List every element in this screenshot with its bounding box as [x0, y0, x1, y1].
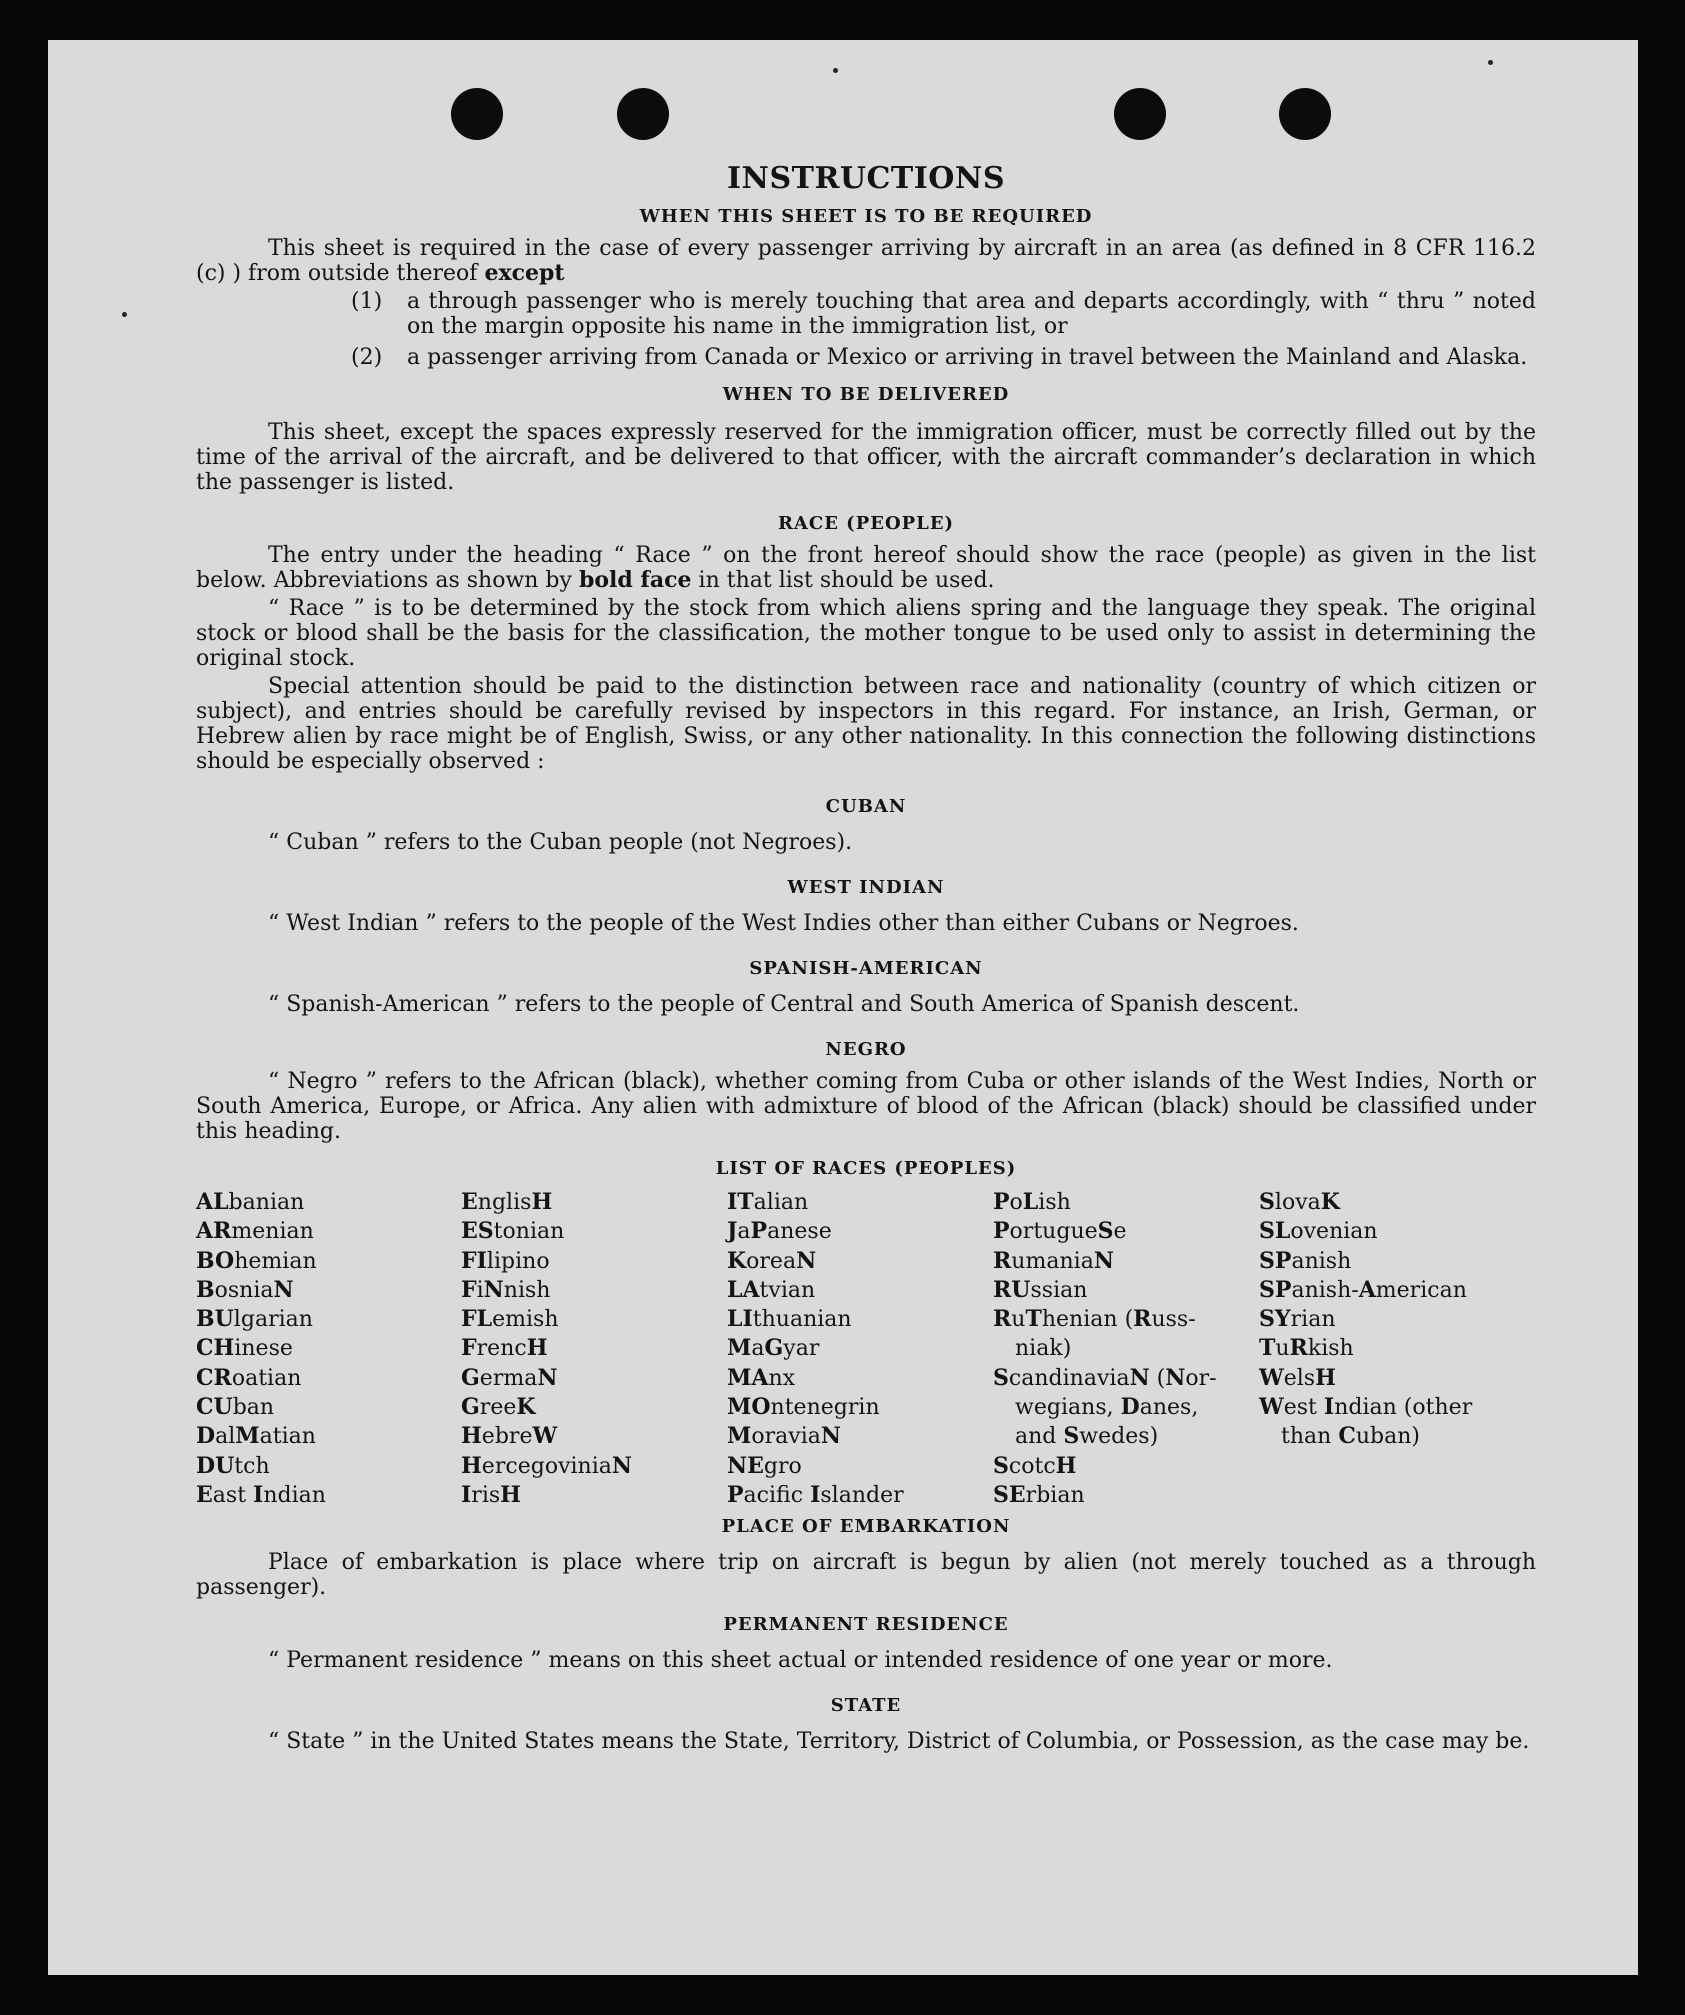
race-entry: LAtvian: [727, 1276, 816, 1303]
heading-west-indian: WEST INDIAN: [787, 877, 945, 898]
race-entry: HercegoviniaN: [461, 1452, 632, 1479]
punch-hole: [617, 88, 669, 140]
punch-hole: [1114, 88, 1166, 140]
race-entry: GermaN: [461, 1364, 558, 1391]
race-entry-continued: and Swedes): [1015, 1423, 1159, 1450]
speck: [1488, 60, 1493, 65]
race-paragraph-1: The entry under the heading “ Race ” on the front hereof should show the race (people) as given in the list below. Abbreviations as shown by bold face in that list should be used.: [196, 543, 1536, 593]
embarkation-text: Place of embarkation is place where trip on aircraft is begun by alien (not merely touched as a through passenger).: [196, 1550, 1536, 1601]
race-entry: NEgro: [727, 1452, 802, 1479]
race-entry: EnglisH: [461, 1189, 553, 1215]
when-required-intro: This sheet is required in the case of every passenger arriving by aircraft in an area (as defined in 8 CFR 116.2 (c) ) from outside thereof except: [196, 236, 1536, 286]
race-entry: SPanish-American: [1259, 1276, 1467, 1303]
speck: [833, 68, 838, 73]
race-entry: CRoatian: [196, 1364, 302, 1391]
heading-negro: NEGRO: [825, 1039, 907, 1060]
races-column: [461, 1188, 727, 1510]
race-entry: RUssian: [993, 1276, 1088, 1303]
race-entry: DUtch: [196, 1452, 270, 1479]
race-entry: ALbanian: [196, 1189, 305, 1215]
race-entry: Pacifc Islander: [727, 1481, 904, 1508]
item-number: (2): [351, 345, 383, 370]
race-entry: ScotcH: [993, 1452, 1077, 1479]
state-text: “ State ” in the United States means the State, Territory, District of Columbia, or Possession, as the case may be.: [268, 1729, 1530, 1755]
race-entry: SYrian: [1259, 1306, 1336, 1333]
race-entry: BOhemian: [196, 1247, 317, 1274]
race-entry: BosniaN: [196, 1276, 294, 1303]
heading-embarkation: PLACE OF EMBARKATION: [721, 1516, 1011, 1538]
race-paragraph-2: “ Race ” is to be determined by the stock from which aliens spring and the language they speak. The original stock or blood shall be the basis for the classification, the mother tongue to be used only to assist in determining the original stock.: [196, 596, 1536, 671]
races-column: [727, 1188, 993, 1510]
race-entry: CUban: [196, 1394, 275, 1421]
west-indian-text: “ West Indian ” refers to the people of the West Indies other than either Cubans or Negroes.: [268, 911, 1299, 936]
exception-item: [351, 345, 1536, 370]
heading-cuban: CUBAN: [825, 796, 907, 817]
race-entry: CHinese: [196, 1335, 293, 1362]
item-text: a passenger arriving from Canada or Mexico or arriving in travel between the Mainland and Alaska.: [407, 345, 1528, 370]
page-title: INSTRUCTIONS: [727, 161, 1005, 196]
heading-residence: PERMANENT RESIDENCE: [723, 1614, 1009, 1636]
race-entry: PoLish: [993, 1189, 1071, 1215]
races-column: [1259, 1188, 1536, 1510]
race-entry: GreeK: [461, 1394, 536, 1421]
race-entry: ScandinaviaN (Nor-: [993, 1364, 1217, 1391]
heading-list-of-races: LIST OF RACES (PEOPLES): [715, 1158, 1017, 1179]
race-entry: ARmenian: [196, 1218, 314, 1245]
race-entry: FiNnish: [461, 1276, 551, 1303]
race-entry: WelsH: [1259, 1364, 1336, 1391]
item-text: a through passenger who is merely touching that area and departs accordingly, with “ thru ” noted on the margin opposite his name in the immigration list, or: [407, 289, 1536, 339]
instructions-content: [196, 162, 1536, 1757]
race-entry: BUlgarian: [196, 1306, 313, 1333]
exception-item: [351, 289, 1536, 339]
race-entry: SPanish: [1259, 1247, 1352, 1274]
race-paragraph-3: Special attention should be paid to the distinction between race and nationality (country of which citizen or subject), and entries should be carefully revised by inspectors in this regard. For instance, an Irish, German, or Hebrew alien by race might be of English, Swiss, or any other nationality. In this connection the following distinctions should be especially observed :: [196, 674, 1536, 774]
spanish-american-text: “ Spanish-American ” refers to the people of Central and South America of Spanish descent.: [268, 992, 1300, 1017]
punch-hole: [451, 88, 503, 140]
document-sheet: [48, 40, 1638, 1975]
race-entry: West Indian (other: [1259, 1394, 1473, 1421]
race-entry: IrisH: [461, 1481, 521, 1508]
race-entry: MOntenegrin: [727, 1394, 880, 1421]
race-entry: RumaniaN: [993, 1247, 1114, 1274]
punch-hole: [1279, 88, 1331, 140]
race-entry: MaGyar: [727, 1335, 820, 1362]
race-entry: HebreW: [461, 1423, 558, 1450]
heading-state: STATE: [830, 1695, 902, 1717]
item-number: (1): [351, 289, 383, 314]
residence-text: “ Permanent residence ” means on this sheet actual or intended residence of one year or more.: [268, 1648, 1333, 1674]
race-entry: MoraviaN: [727, 1423, 841, 1450]
races-list: [196, 1188, 1536, 1510]
races-column: [993, 1188, 1259, 1510]
race-entry: PortugueSe: [993, 1218, 1127, 1245]
race-entry: LIthuanian: [727, 1306, 852, 1333]
when-delivered-text: This sheet, except the spaces expressly reserved for the immigration officer, must be correctly filled out by the time of the arrival of the aircraft, and be delivered to that officer, with the aircraft commander’s declaration in which the passenger is listed.: [196, 420, 1536, 495]
heading-when-required: WHEN THIS SHEET IS TO BE REQUIRED: [639, 206, 1093, 227]
race-entry: FLemish: [461, 1306, 559, 1333]
race-entry: JaPanese: [727, 1218, 832, 1245]
cuban-text: “ Cuban ” refers to the Cuban people (not Negroes).: [268, 830, 853, 855]
race-entry-continued: niak): [1015, 1336, 1072, 1362]
race-entry: ITalian: [727, 1189, 809, 1215]
race-entry: KoreaN: [727, 1247, 817, 1274]
race-entry: TuRkish: [1259, 1335, 1354, 1362]
speck: [122, 312, 127, 317]
race-entry: MAnx: [727, 1364, 796, 1391]
race-entry: SlovaK: [1259, 1189, 1340, 1215]
race-entry: EStonian: [461, 1218, 565, 1245]
race-entry: RuThenian (Russ-: [993, 1306, 1196, 1333]
race-entry: SLovenian: [1259, 1218, 1378, 1245]
race-entry: FIlipino: [461, 1247, 550, 1274]
race-entry: FrencH: [461, 1335, 548, 1362]
races-column: [196, 1188, 461, 1510]
negro-text: “ Negro ” refers to the African (black), whether coming from Cuba or other islands of the West Indies, North or South America, Europe, or Africa. Any alien with admixture of blood of the African (black) should be classified under this heading.: [196, 1069, 1536, 1144]
race-entry: East Indian: [196, 1481, 326, 1508]
race-entry: SErbian: [993, 1481, 1085, 1508]
heading-spanish-american: SPANISH-AMERICAN: [749, 958, 983, 979]
race-entry: DalMatian: [196, 1423, 316, 1450]
heading-race: RACE (PEOPLE): [777, 513, 955, 534]
race-entry-continued: than Cuban): [1281, 1423, 1420, 1450]
heading-when-delivered: WHEN TO BE DELIVERED: [722, 384, 1010, 405]
race-entry-continued: wegians, Danes,: [1015, 1394, 1199, 1421]
